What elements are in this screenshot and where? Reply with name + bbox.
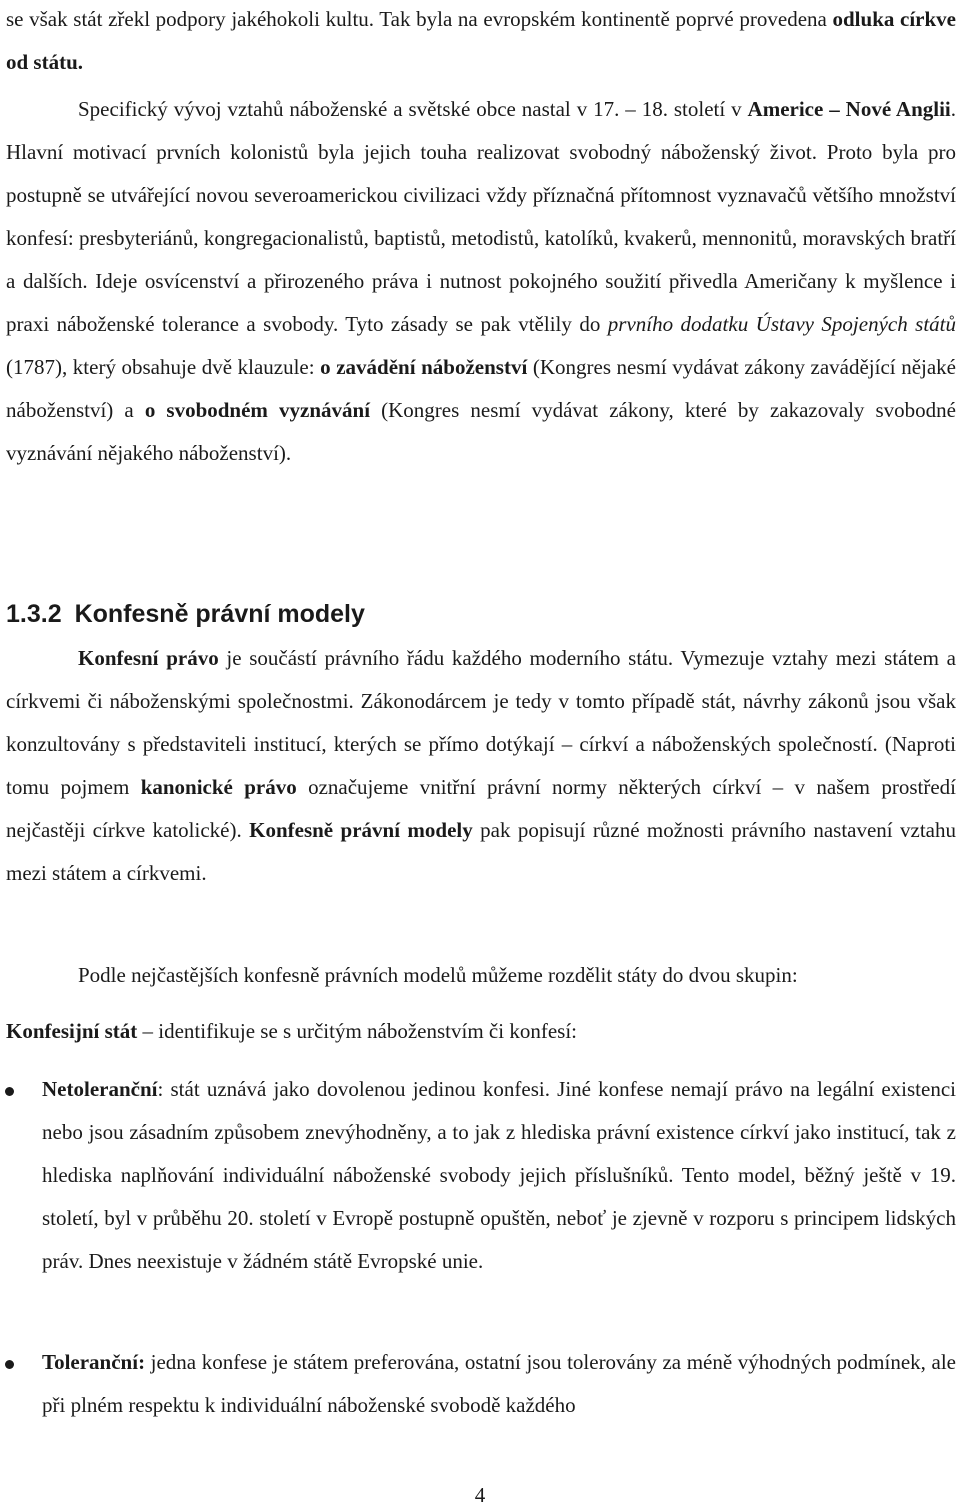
list-item [42,1341,956,1427]
bold-term: Konfesijní stát [6,1019,138,1043]
section-heading [6,596,365,632]
text: : stát uznává jako dovolenou jedinou konfesi. Jiné konfese nemají právo na legální existenci nebo jsou zásadním způsobem znevýhodněny, a to jak z hlediska právní existence církví jako institucí, tak z hlediska naplňování individuální náboženské svobody jejich příslušníků. Tento model, běžný ještě v 19. století, byl v průběhu 20. století v Evropě postupně opuštěn, neboť je zjevně v rozporu s principem lidských práv. Dnes neexistuje v žádném státě Evropské unie. [42,1077,956,1273]
bold-term: o svobodném vyznávání [144,398,371,422]
text: (1787), který obsahuje dvě klauzule: [6,355,321,379]
bold-term: Netoleranční [42,1077,158,1101]
text: (Kongres nesmí vydávat zákony zavádějící nějaké náboženství) a [6,355,956,422]
page-number: 4 [474,1483,486,1507]
bold-term: Konfesně právní modely [249,818,473,842]
bold-term: Americe – Nové Anglii [747,97,951,121]
paragraph-confessional-state [6,1010,956,1053]
paragraph-division [6,954,956,997]
bullet-icon [5,1360,14,1369]
text: se však stát zřekl podpory jakéhokoli kultu. Tak byla na evropském kontinentě poprvé provedena [6,7,833,31]
paragraph-separation [6,0,956,84]
text: je součástí právního řádu každého moderního státu. Vymezuje vztahy mezi státem a církvemi či náboženskými společnostmi. Zákonodárcem je tedy v tomto případě stát, návrhy zákonů jsou však konzultovány s představiteli institucí, kterých se přímo dotýkají – církví a náboženských společností. (Naproti tomu pojmem [6,646,956,799]
bold-term: kanonické právo [140,775,297,799]
text: (Kongres nesmí vydávat zákony, které by zakazovaly svobodné vyznávání nějakého náboženství). [6,398,956,465]
paragraph-confessional-law [6,637,956,895]
italic-term: prvního dodatku Ústavy Spojených států [607,312,957,336]
text: . Hlavní motivací prvních kolonistů byla jejich touha realizovat svobodný náboženský život. Proto byla pro postupně se utvářející novou severoamerickou civilizaci vždy příznačná přítomnost vyznavačů většího množství konfesí: presbyteriánů, kongregacionalistů, baptistů, metodistů, katolíků, kvakerů, mennonitů, moravských bratří a dalších. Ideje osvícenství a přirozeného práva i nutnost pokojného soužití přivedla Američany k myšlence i praxi náboženské tolerance a svobody. Tyto zásady se pak vtělily do [6,97,957,336]
text: Podle nejčastějších konfesně právních modelů můžeme rozdělit státy do dvou skupin: [78,963,798,987]
bold-term: o zavádění náboženství [320,355,528,379]
bold-term: Konfesní právo [78,646,219,670]
bold-term: Toleranční: [42,1350,146,1374]
text: – identifikuje se s určitým náboženstvím či konfesí: [137,1019,577,1043]
paragraph-america [6,88,956,475]
text: pak popisují různé možnosti právního nastavení vztahu mezi státem a církvemi. [6,818,956,885]
list-item [42,1068,956,1283]
bullet-icon [5,1087,14,1096]
section-number: 1.3.2 [6,600,62,628]
text: označujeme vnitřní právní normy některých církví – v našem prostředí nejčastěji církve katolické). [6,775,956,842]
bold-term: odluka církve od státu. [6,7,956,74]
text: Specifický vývoj vztahů náboženské a světské obce nastal v 17. – 18. století v [78,97,748,121]
section-title: Konfesně právní modely [74,600,365,628]
text: jedna konfese je státem preferována, ostatní jsou tolerovány za méně výhodných podmínek, ale při plném respektu k individuální náboženské svobodě každého [42,1350,956,1417]
